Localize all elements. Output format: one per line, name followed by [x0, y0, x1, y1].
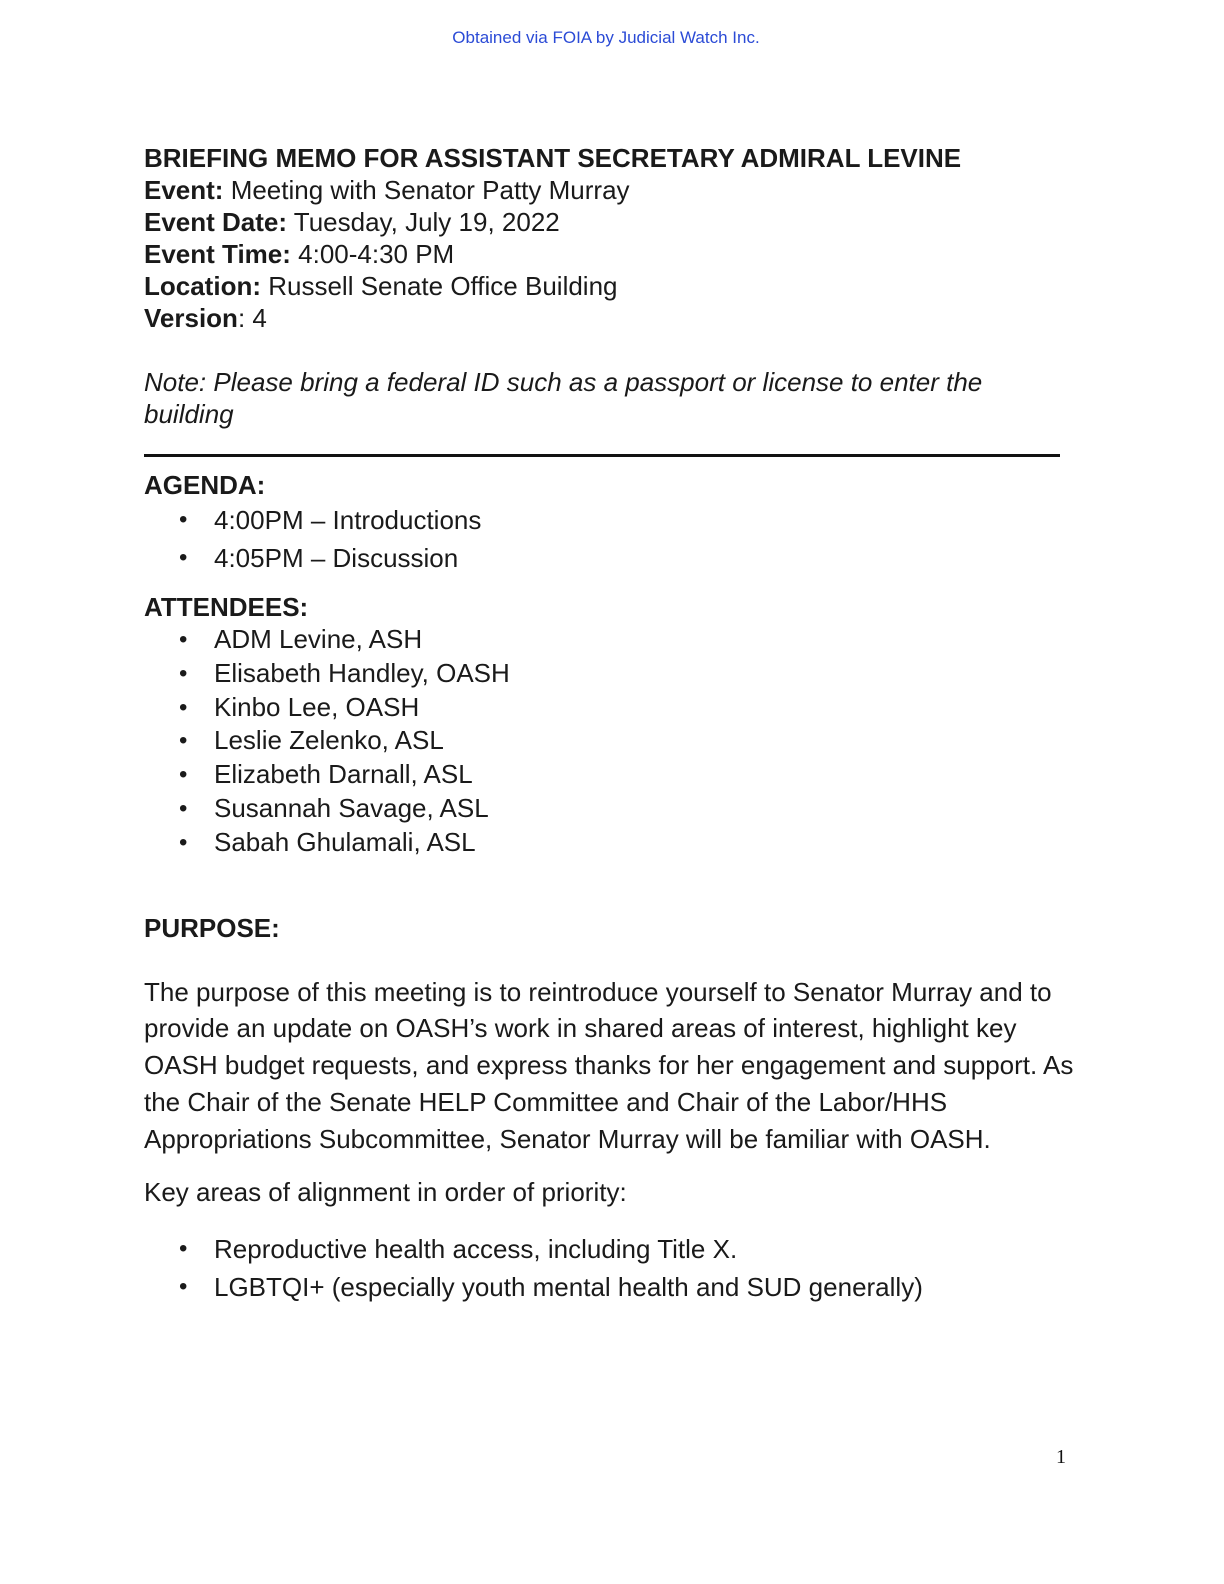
agenda-item-text: 4:05PM – Discussion: [214, 543, 459, 573]
key-area-item: [144, 1230, 1074, 1268]
memo-title: BRIEFING MEMO FOR ASSISTANT SECRETARY ADMIRAL LEVINE: [144, 143, 962, 173]
attendee-name: Elisabeth Handley, OASH: [214, 657, 510, 688]
event-label: Event:: [144, 175, 224, 205]
section-divider: [144, 454, 1060, 457]
attendee-name: Elizabeth Darnall, ASL: [214, 759, 473, 790]
attendee-name: Susannah Savage, ASL: [214, 792, 489, 823]
bullet-icon: •: [179, 659, 188, 687]
purpose-paragraph: The purpose of this meeting is to reintroduce yourself to Senator Murray and to provide an update on OASH’s work in shared areas of interest, highlight key OASH budget requests, and express thanks for her engagement and support. As the Chair of the Senate HELP Committee and Chair of the Labor/HHS Appropriations Subcommittee, Senator Murray will be familiar with OASH.: [144, 976, 1074, 1154]
attendees-list: [144, 623, 1074, 860]
attendee-item: [144, 724, 1074, 758]
memo-body: [144, 142, 1074, 1306]
attendee-item: [144, 691, 1074, 725]
event-time-line: [144, 238, 1074, 270]
attendee-name: Kinbo Lee, OASH: [214, 691, 420, 722]
purpose-heading: PURPOSE:: [144, 912, 280, 943]
event-time-label: Event Time:: [144, 239, 291, 269]
bullet-icon: •: [179, 794, 188, 822]
attendee-item: [144, 623, 1074, 657]
event-time-value: 4:00-4:30 PM: [290, 239, 455, 269]
bullet-icon: •: [179, 1234, 188, 1262]
foia-watermark: Obtained via FOIA by Judicial Watch Inc.: [452, 28, 760, 47]
key-areas-list: [144, 1230, 1074, 1306]
bullet-icon: •: [179, 544, 188, 571]
agenda-list: [144, 501, 1074, 577]
bullet-icon: •: [179, 1272, 188, 1300]
event-details: [144, 174, 1074, 334]
key-areas-intro: Key areas of alignment in order of priority:: [144, 1176, 627, 1207]
event-value: Meeting with Senator Patty Murray: [223, 175, 630, 205]
attendee-name: ADM Levine, ASH: [214, 624, 423, 654]
agenda-item: [144, 501, 1074, 539]
attendee-name: Sabah Ghulamali, ASL: [214, 826, 476, 857]
version-line: [144, 302, 1074, 334]
key-area-item: [144, 1268, 1074, 1306]
key-area-text: LGBTQI+ (especially youth mental health and SUD generally): [214, 1271, 923, 1302]
location-label: Location:: [144, 271, 261, 301]
agenda-item: [144, 539, 1074, 577]
bullet-icon: •: [179, 626, 188, 653]
bullet-icon: •: [179, 727, 188, 755]
event-date-value: Tuesday, July 19, 2022: [287, 207, 560, 237]
version-value: : 4: [237, 303, 267, 333]
version-label: Version: [144, 303, 238, 333]
event-date-label: Event Date:: [144, 207, 288, 237]
event-date-line: [144, 206, 1074, 238]
attendee-item: [144, 792, 1074, 826]
bullet-icon: •: [179, 693, 188, 721]
id-note: Note: Please bring a federal ID such as a passport or license to enter the building: [144, 367, 983, 429]
attendee-item: [144, 826, 1074, 860]
event-line: [144, 174, 1074, 206]
agenda-item-text: 4:00PM – Introductions: [214, 505, 482, 535]
location-value: Russell Senate Office Building: [261, 271, 618, 301]
page-number: 1: [1056, 1446, 1066, 1468]
agenda-heading: AGENDA:: [144, 470, 266, 500]
attendees-heading: ATTENDEES:: [144, 592, 309, 622]
bullet-icon: •: [179, 761, 188, 789]
attendee-item: [144, 758, 1074, 792]
key-area-text: Reproductive health access, including Title X.: [214, 1233, 738, 1264]
bullet-icon: •: [179, 828, 188, 856]
location-line: [144, 270, 1074, 302]
bullet-icon: •: [179, 506, 188, 533]
attendee-item: [144, 657, 1074, 691]
attendee-name: Leslie Zelenko, ASL: [214, 725, 444, 756]
